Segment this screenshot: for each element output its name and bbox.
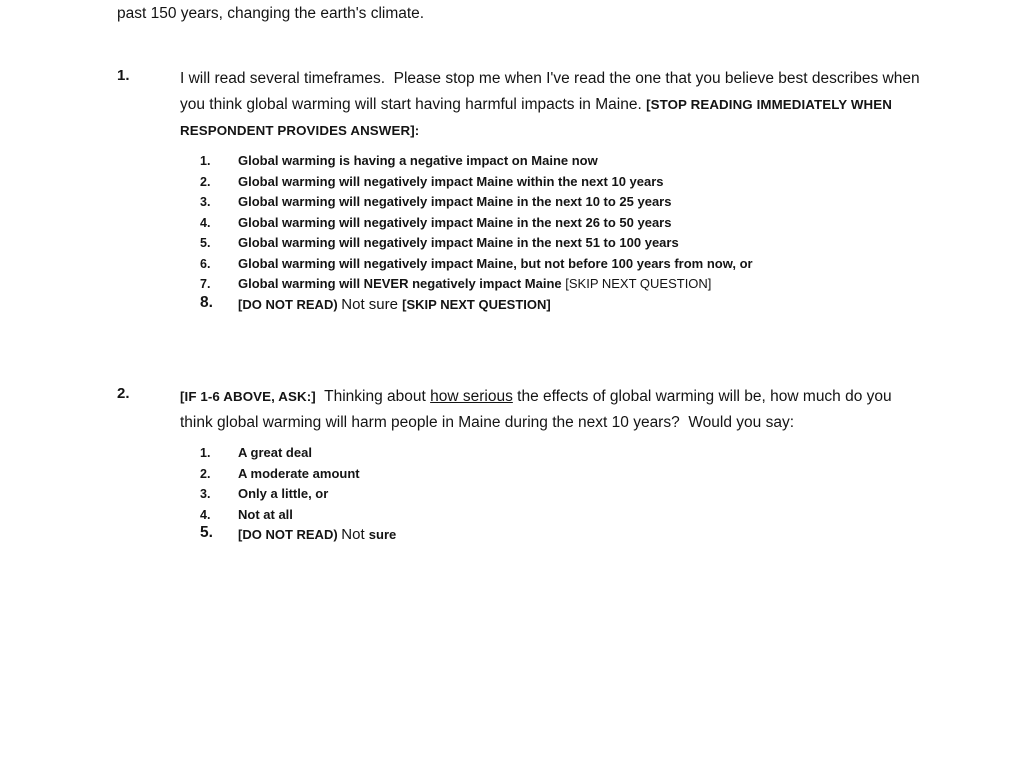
option-row <box>180 274 927 295</box>
options-list <box>180 443 927 546</box>
question-content <box>180 66 927 315</box>
prompt-segment: [STOP READING IMMEDIATELY WHEN RESPONDENT PROVIDES ANSWER]: <box>180 97 896 138</box>
options-list <box>180 151 927 315</box>
option-number: 3. <box>200 195 211 209</box>
question-1 <box>117 66 927 315</box>
option-text-segment: Global warming will negatively impact Maine in the next 10 to 25 years <box>238 194 672 209</box>
option-number: 7. <box>200 277 211 291</box>
option-row <box>180 172 927 193</box>
option-row <box>180 464 927 485</box>
option-number: 1. <box>200 154 211 168</box>
question-2 <box>117 384 927 546</box>
option-text-segment: sure <box>368 527 397 542</box>
option-number: 2. <box>200 466 211 481</box>
option-row <box>180 151 927 172</box>
option-text-segment: A moderate amount <box>238 465 360 481</box>
option-number: 4. <box>200 215 211 230</box>
option-text-segment: Global warming is having a negative impact on Maine now <box>238 153 598 168</box>
option-text-segment: Global warming will NEVER negatively impact Maine <box>238 276 566 291</box>
option-number: 5. <box>200 524 213 541</box>
option-number: 2. <box>200 174 211 189</box>
prompt-segment: the effects of global warming will be, how much do you think global warming will harm people in Maine during the next 10 years? Would you say: <box>180 388 896 431</box>
option-text-segment: Global warming will negatively impact Maine within the next 10 years <box>238 173 664 189</box>
question-content <box>180 384 927 546</box>
option-text-segment: Only a little, or <box>238 486 329 501</box>
prompt-segment: Thinking about <box>315 388 431 405</box>
option-text-segment: Not sure <box>341 295 403 313</box>
question-number: 1. <box>117 67 130 84</box>
option-row <box>180 525 927 546</box>
option-row <box>180 192 927 213</box>
option-text-segment: Not <box>341 526 369 543</box>
option-text-segment: Not at all <box>238 506 293 522</box>
question-prompt <box>180 384 927 436</box>
option-text-segment: Global warming will negatively impact Maine, but not before 100 years from now, or <box>238 255 753 271</box>
option-row <box>180 295 927 316</box>
option-row <box>180 213 927 234</box>
question-prompt <box>180 66 927 144</box>
option-text-segment: [SKIP NEXT QUESTION] <box>402 296 551 312</box>
option-row <box>180 484 927 505</box>
option-text-segment: [DO NOT READ) <box>238 296 342 312</box>
option-row <box>180 254 927 275</box>
option-number: 6. <box>200 256 211 271</box>
option-text-segment: [DO NOT READ) <box>238 527 342 542</box>
option-row <box>180 505 927 526</box>
option-row <box>180 233 927 254</box>
prompt-segment: I will read several timeframes. Please stop me when I've read the one that you believe best describes when you think global warming will start having harmful impacts in Maine. <box>180 70 924 113</box>
option-number: 1. <box>200 446 211 460</box>
prompt-segment: [IF 1-6 ABOVE, ASK:] <box>180 389 316 404</box>
option-text-segment: [SKIP NEXT QUESTION] <box>565 276 712 291</box>
intro-text: past 150 years, changing the earth's climate. <box>117 5 425 22</box>
option-text-segment: Global warming will negatively impact Maine in the next 26 to 50 years <box>238 214 672 230</box>
option-number: 3. <box>200 487 211 501</box>
option-text-segment: A great deal <box>238 445 312 460</box>
prompt-segment: how serious <box>430 388 513 405</box>
option-row <box>180 443 927 464</box>
option-text-segment: Global warming will negatively impact Maine in the next 51 to 100 years <box>238 235 679 250</box>
option-number: 8. <box>200 293 213 311</box>
question-number: 2. <box>117 385 130 402</box>
option-number: 4. <box>200 507 211 522</box>
option-number: 5. <box>200 236 211 250</box>
